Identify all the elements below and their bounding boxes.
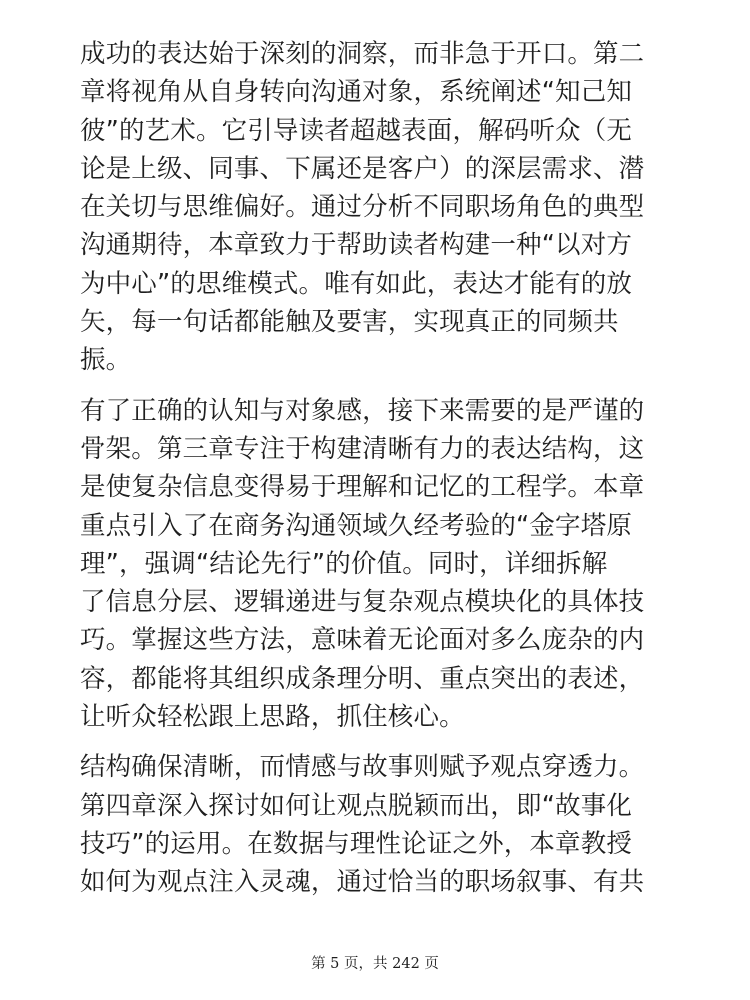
text-line: 沟通期待，本章致力于帮助读者构建一种“以对方 [80,230,633,261]
text-line: 论是上级、同事、下属还是客户）的深层需求、潜 [80,153,645,184]
text-line: 是使复杂信息变得易于理解和记忆的工程学。本章 [80,472,645,503]
text-line: 在关切与思维偏好。通过分析不同职场角色的典型 [80,192,645,223]
paragraph-chapter-3 [80,392,675,737]
text-line: 让听众轻松跟上思路，抓住核心。 [80,702,465,733]
paragraph-chapter-4 [80,748,675,901]
text-line: 为中心”的思维模式。唯有如此，表达才能有的放 [80,268,633,299]
text-line: 彼”的艺术。它引导读者超越表面，解码听众（无 [80,115,633,146]
text-line: 技巧”的运用。在数据与理性论证之外，本章教授 [80,828,633,859]
text-line: 振。 [80,345,132,376]
paragraph-chapter-2 [80,35,675,380]
text-line: 理”，强调“结论先行”的价值。同时，详细拆解 [80,548,608,579]
text-line: 有了正确的认知与对象感，接下来需要的是严谨的 [80,395,645,426]
text-line: 重点引入了在商务沟通领域久经考验的“金字塔原 [80,510,633,541]
page-number-footer: 第 5 页，共 242 页 [311,956,439,972]
text-line: 结构确保清晰，而情感与故事则赋予观点穿透力。 [80,752,645,783]
text-line: 矢，每一句话都能触及要害，实现真正的同频共 [80,307,619,338]
text-line: 第四章深入探讨如何让观点脱颖而出，即“故事化 [80,790,633,821]
text-line: 如何为观点注入灵魂，通过恰当的职场叙事、有共 [80,867,645,898]
text-line: 章将视角从自身转向沟通对象，系统阐述“知己知 [80,77,633,108]
text-line: 成功的表达始于深刻的洞察，而非急于开口。第二 [80,39,645,69]
text-line: 骨架。第三章专注于构建清晰有力的表达结构，这 [80,433,645,464]
page-body [80,35,675,914]
text-line: 容，都能将其组织成条理分明、重点突出的表述， [80,663,645,694]
text-line: 巧。掌握这些方法，意味着无论面对多么庞杂的内 [80,625,645,656]
text-line: 了信息分层、逻辑递进与复杂观点模块化的具体技 [80,587,645,618]
